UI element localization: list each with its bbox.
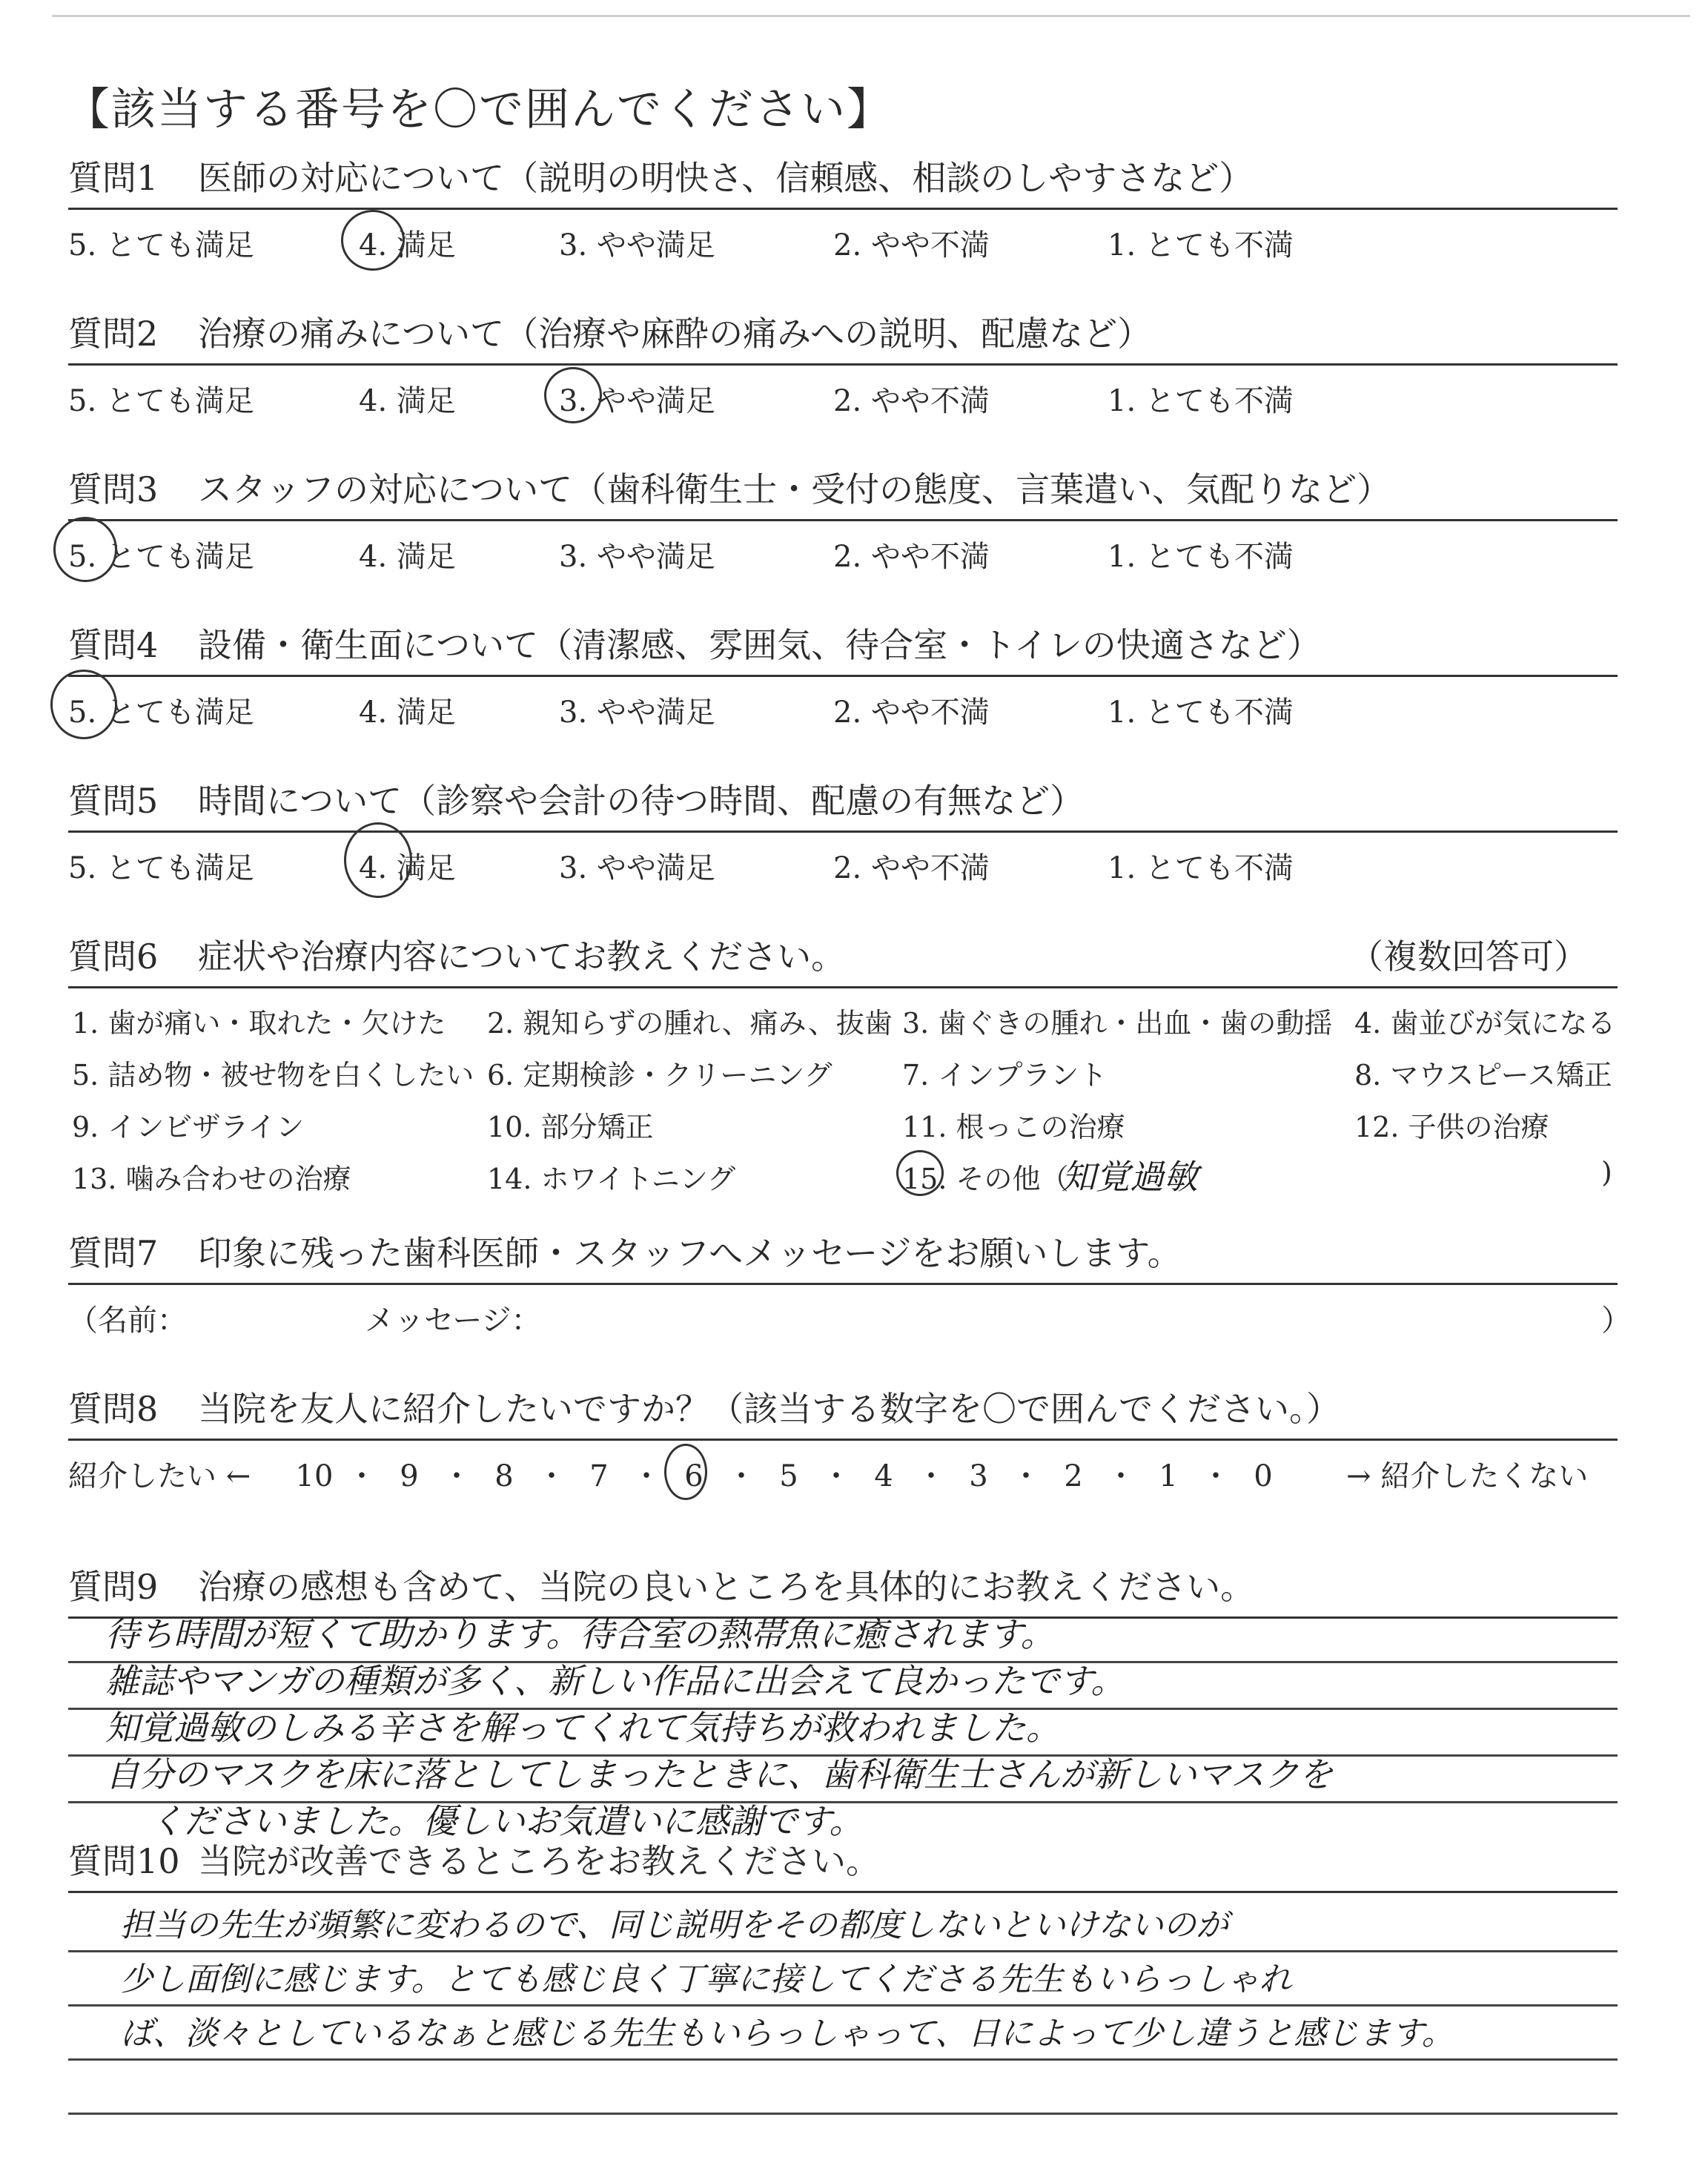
- question-title: [68, 1839, 1618, 1893]
- answer-text: くださいました。優しいお気遣いに感謝です。: [150, 1801, 864, 1841]
- recommend-scale: [291, 1453, 1287, 1495]
- recommend-scale-row: [68, 1441, 1618, 1500]
- option-3[interactable]: 3. やや満足: [559, 696, 715, 730]
- option-4[interactable]: 4. 満足: [359, 540, 456, 574]
- question-text: 当院が改善できるところをお教えください。: [198, 1841, 880, 1881]
- scale-2[interactable]: 2: [1064, 1459, 1083, 1493]
- question-number: 質問9: [68, 1567, 159, 1607]
- option-3[interactable]: 3. やや満足: [559, 228, 715, 262]
- option-1[interactable]: 1. とても不満: [1108, 228, 1294, 262]
- option-5[interactable]: 5. とても満足: [68, 384, 254, 418]
- answer-text: 担当の先生が頻繁に変わるので、同じ説明をその都度しないといけないのが: [120, 1906, 1229, 1944]
- answer-line: [68, 2061, 1618, 2115]
- symptom-option-14[interactable]: 14. ホワイトニング: [487, 1163, 736, 1195]
- option-5[interactable]: 5. とても満足: [68, 540, 254, 574]
- question-number: 質問5: [68, 781, 159, 821]
- scale-0[interactable]: 0: [1254, 1459, 1273, 1493]
- selection-circle: [341, 210, 405, 271]
- question-number: 質問10: [68, 1841, 180, 1881]
- scale-dot: ・: [632, 1459, 661, 1493]
- scale-dot: ・: [726, 1459, 756, 1493]
- answer-text: 自分のマスクを床に落としてしまったときに、歯科衛生士さんが新しいマスクを: [105, 1754, 1333, 1794]
- question-text: 設備・衛生面について（清潔感、雰囲気、待合室・トイレの快適さなど）: [198, 625, 1321, 665]
- question-number: 質問6: [68, 937, 159, 977]
- answer-text: 雑誌やマンガの種類が多く、新しい作品に出会えて良かったです。: [105, 1661, 1125, 1701]
- symptom-option-8[interactable]: 8. マウスピース矯正: [1354, 1059, 1612, 1091]
- option-3[interactable]: 3. やや満足: [559, 384, 715, 418]
- scale-4[interactable]: 4: [874, 1459, 893, 1493]
- rating-options: [68, 210, 1618, 269]
- question-title: [68, 615, 1618, 677]
- answer-line: [68, 1891, 1618, 1952]
- question-title: [68, 1223, 1618, 1285]
- symptom-option-2[interactable]: 2. 親知らずの腫れ、痛み、抜歯: [487, 1007, 893, 1040]
- scale-dot: ・: [916, 1459, 946, 1493]
- scale-right-label: → 紹介したくない: [1346, 1459, 1589, 1493]
- scale-8[interactable]: 8: [494, 1459, 514, 1493]
- symptom-option-11[interactable]: 11. 根っこの治療: [902, 1111, 1125, 1143]
- message-row: [68, 1285, 1631, 1344]
- question-note: （複数回答可）: [1349, 937, 1588, 977]
- option-3[interactable]: 3. やや満足: [559, 851, 715, 885]
- question-title: [68, 148, 1618, 210]
- page-header: 【該当する番号を〇で囲んでください】: [65, 84, 893, 136]
- selection-circle: [896, 1150, 944, 1196]
- answer-text: 少し面倒に感じます。とても感じ良く丁寧に接してくださる先生もいらっしゃれ: [120, 1961, 1292, 1998]
- question-8: [68, 1379, 1618, 1500]
- option-2[interactable]: 2. やや不満: [833, 384, 990, 418]
- option-4[interactable]: 4. 満足: [359, 851, 456, 885]
- scale-3[interactable]: 3: [969, 1459, 988, 1493]
- scale-dot: ・: [1011, 1459, 1041, 1493]
- selection-circle: [544, 367, 602, 423]
- option-2[interactable]: 2. やや不満: [833, 696, 990, 730]
- scale-1[interactable]: 1: [1159, 1459, 1178, 1493]
- scale-dot: ・: [347, 1459, 377, 1493]
- selection-circle: [50, 670, 117, 739]
- scale-9[interactable]: 9: [400, 1459, 419, 1493]
- question-text: 当院を友人に紹介したいですか？（該当する数字を〇で囲んでください。）: [198, 1389, 1340, 1429]
- symptom-option-1[interactable]: 1. 歯が痛い・取れた・欠けた: [72, 1007, 446, 1040]
- selection-circle: [664, 1444, 707, 1500]
- other-close-paren: ): [1601, 1156, 1612, 1189]
- question-text: 症状や治療内容についてお教えください。: [198, 937, 846, 977]
- question-text: 医師の対応について（説明の明快さ、信頼感、相談のしやすさなど）: [198, 158, 1254, 198]
- option-1[interactable]: 1. とても不満: [1108, 696, 1294, 730]
- question-text: 治療の痛みについて（治療や麻酔の痛みへの説明、配慮など）: [198, 314, 1152, 354]
- answer-line: [68, 1952, 1618, 2007]
- question-text: スタッフの対応について（歯科衛生士・受付の態度、言葉遣い、気配りなど）: [198, 469, 1391, 509]
- question-number: 質問2: [68, 314, 159, 354]
- scale-5[interactable]: 5: [779, 1459, 798, 1493]
- answer-text: 待ち時間が短くて助かります。待合室の熱帯魚に癒されます。: [105, 1614, 1055, 1654]
- q10-answer-lines: [68, 1891, 1618, 2115]
- option-2[interactable]: 2. やや不満: [833, 851, 990, 885]
- symptom-option-3[interactable]: 3. 歯ぐきの腫れ・出血・歯の動揺: [902, 1007, 1333, 1040]
- symptom-option-5[interactable]: 5. 詰め物・被せ物を白くしたい: [72, 1059, 474, 1091]
- scale-dot: ・: [442, 1459, 471, 1493]
- option-2[interactable]: 2. やや不満: [833, 228, 990, 262]
- option-3[interactable]: 3. やや満足: [559, 540, 715, 574]
- rating-options: [68, 833, 1618, 892]
- option-4[interactable]: 4. 満足: [359, 384, 456, 418]
- symptom-option-12[interactable]: 12. 子供の治療: [1354, 1111, 1549, 1143]
- answer-line: [68, 2007, 1618, 2061]
- selection-circle: [344, 822, 412, 898]
- scale-7[interactable]: 7: [589, 1459, 609, 1493]
- scale-dot: ・: [821, 1459, 851, 1493]
- question-title: [68, 304, 1618, 366]
- question-3: [68, 460, 1618, 581]
- symptom-option-13[interactable]: 13. 噛み合わせの治療: [72, 1163, 351, 1195]
- answer-text: 知覚過敏のしみる辛さを解ってくれて気持ちが救われました。: [105, 1708, 1060, 1748]
- scale-left-label: 紹介したい ←: [68, 1459, 251, 1493]
- question-title: [68, 1379, 1618, 1441]
- symptom-options: [68, 988, 1618, 1211]
- rating-options: [68, 366, 1618, 425]
- scale-dot: ・: [1201, 1459, 1231, 1493]
- name-label: （名前：: [68, 1304, 187, 1338]
- scale-dot: ・: [1106, 1459, 1136, 1493]
- symptom-option-4[interactable]: 4. 歯並びが気になる: [1354, 1007, 1616, 1040]
- question-6: [68, 927, 1618, 1211]
- question-title: [68, 460, 1618, 521]
- question-number: 質問7: [68, 1233, 159, 1273]
- question-number: 質問4: [68, 625, 159, 665]
- answer-text: ば、淡々としているなぁと感じる先生もいらっしゃって、日によって少し違うと感じます。: [120, 2015, 1454, 2052]
- question-title: [68, 927, 1618, 988]
- question-4: [68, 615, 1618, 736]
- question-text: 時間について（診察や会計の待つ時間、配慮の有無など）: [198, 781, 1085, 821]
- question-text: 治療の感想も含めて、当院の良いところを具体的にお教えください。: [198, 1567, 1255, 1607]
- option-4[interactable]: 4. 満足: [359, 696, 456, 730]
- scale-10[interactable]: 10: [295, 1459, 334, 1493]
- scale-dot: ・: [537, 1459, 566, 1493]
- question-10: [68, 1839, 1618, 1893]
- question-2: [68, 304, 1618, 425]
- scale-6[interactable]: 6: [684, 1459, 704, 1493]
- option-4[interactable]: 4. 満足: [359, 228, 456, 262]
- question-text: 印象に残った歯科医師・スタッフへメッセージをお願いします。: [198, 1233, 1182, 1273]
- option-5[interactable]: 5. とても満足: [68, 851, 254, 885]
- question-number: 質問3: [68, 469, 159, 509]
- question-number: 質問8: [68, 1389, 159, 1429]
- option-1[interactable]: 1. とても不満: [1108, 851, 1294, 885]
- question-5: [68, 771, 1618, 892]
- rating-options: [68, 521, 1618, 581]
- option-5[interactable]: 5. とても満足: [68, 228, 254, 262]
- question-title: [68, 771, 1618, 833]
- top-edge-line: [52, 15, 1690, 17]
- symptom-option-9[interactable]: 9. インビザライン: [72, 1111, 305, 1143]
- selection-circle: [53, 517, 117, 582]
- question-number: 質問1: [68, 158, 159, 198]
- other-answer-handwritten[interactable]: 知覚過敏: [1062, 1157, 1198, 1197]
- option-5[interactable]: 5. とても満足: [68, 696, 254, 730]
- symptom-option-6[interactable]: 6. 定期検診・クリーニング: [487, 1059, 833, 1091]
- symptom-option-10[interactable]: 10. 部分矯正: [487, 1111, 654, 1143]
- question-1: [68, 148, 1618, 269]
- message-close-paren: ）: [1601, 1304, 1631, 1338]
- symptom-option-7[interactable]: 7. インプラント: [902, 1059, 1108, 1091]
- option-1[interactable]: 1. とても不満: [1108, 540, 1294, 574]
- option-2[interactable]: 2. やや不満: [833, 540, 990, 574]
- message-label: メッセージ：: [365, 1304, 541, 1338]
- q9-answer-lines: [68, 1616, 1618, 1848]
- symptom-option-15[interactable]: 15. その他（: [902, 1163, 1069, 1195]
- option-1[interactable]: 1. とても不満: [1108, 384, 1294, 418]
- question-7: [68, 1223, 1631, 1344]
- rating-options: [68, 677, 1618, 736]
